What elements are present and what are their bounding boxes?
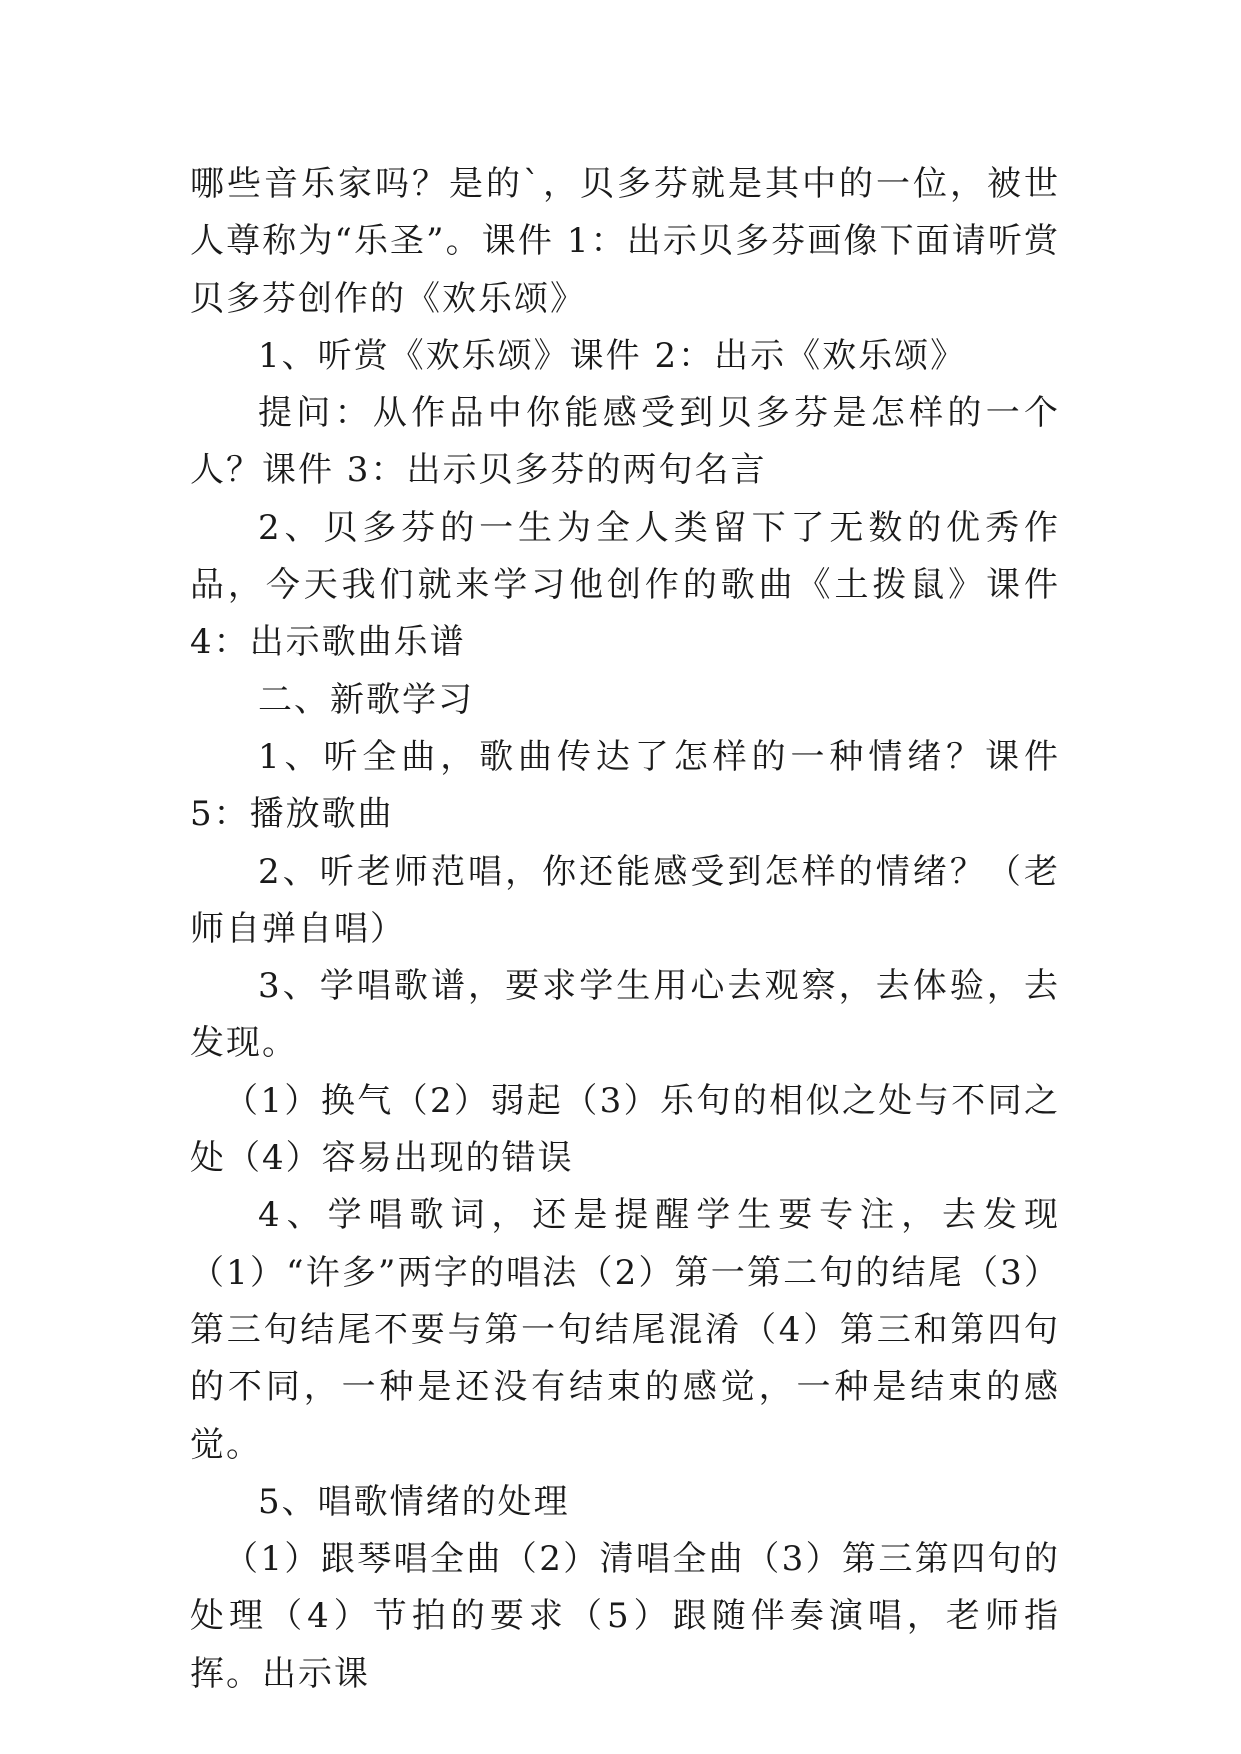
paragraph-2: 1、听赏《欢乐颂》课件 2：出示《欢乐颂》 [258, 335, 967, 376]
paragraph-5: 1、听全曲，歌曲传达了怎样的一种情绪？课件 5：播放歌曲 [190, 736, 1060, 835]
body-text [190, 156, 1060, 1703]
paragraph-4: 2、贝多芬的一生为全人类留下了无数的优秀作品，今天我们就来学习他创作的歌曲《土拨鼠》课件 4：出示歌曲乐谱 [190, 507, 1060, 663]
paragraph-8: （1）换气（2）弱起（3）乐句的相似之处与不同之处（4）容易出现的错误 [190, 1080, 1060, 1179]
paragraph-3: 提问：从作品中你能感受到贝多芬是怎样的一个人？课件 3：出示贝多芬的两句名言 [190, 393, 1060, 491]
section-heading: 二、新歌学习 [258, 679, 474, 720]
paragraph-6: 2、听老师范唱，你还能感受到怎样的情绪？（老师自弹自唱） [190, 851, 1060, 949]
paragraph-10: 5、唱歌情绪的处理 [258, 1481, 570, 1522]
paragraph-7: 3、学唱歌谱，要求学生用心去观察，去体验，去发现。 [190, 966, 1060, 1064]
paragraph-11: （1）跟琴唱全曲（2）清唱全曲（3）第三第四句的处理（4）节拍的要求（5）跟随伴奏演唱，老师指挥。出示课 [190, 1539, 1060, 1694]
paragraph-1: 哪些音乐家吗？是的`，贝多芬就是其中的一位，被世人尊称为“乐圣”。课件 1：出示贝多芬画像下面请听赏贝多芬创作的《欢乐颂》 [190, 164, 1060, 319]
paragraph-9: 4、学唱歌词，还是提醒学生要专注，去发现（1）“许多”两字的唱法（2）第一第二句的结尾（3）第三句结尾不要与第一句结尾混淆（4）第三和第四句的不同，一种是还没有结束的感觉，一种是结束的感觉。 [190, 1195, 1060, 1465]
